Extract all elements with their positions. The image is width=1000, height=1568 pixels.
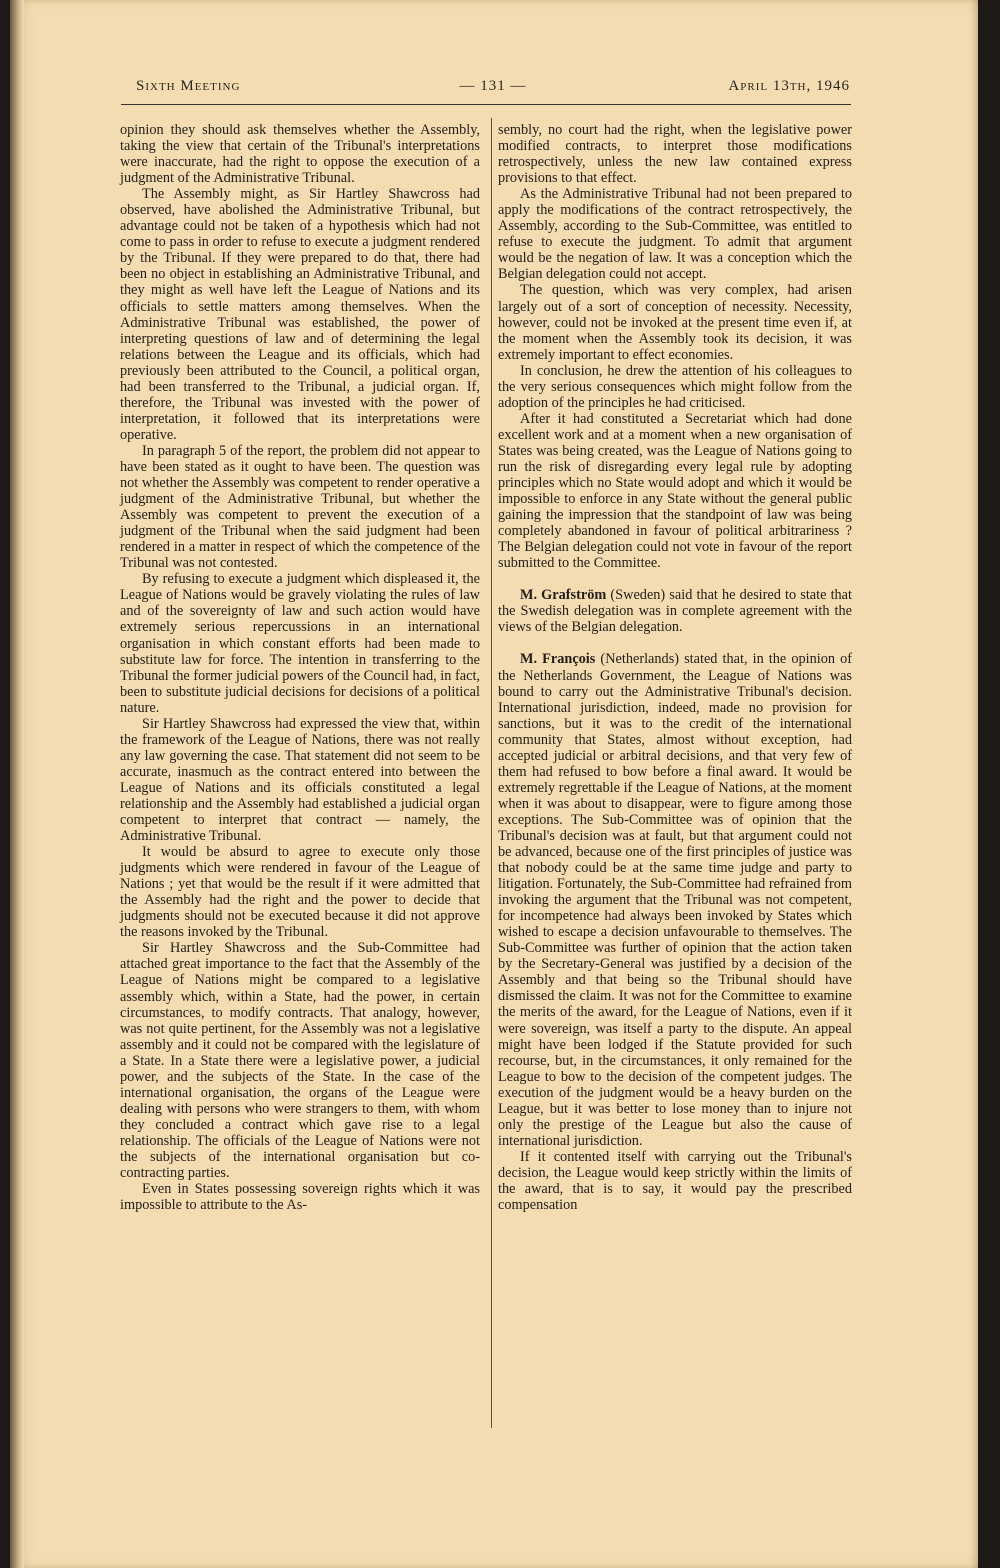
header-meeting: Sixth Meeting <box>136 78 241 94</box>
paragraph: The Assembly might, as Sir Hartley Shawcross had observed, have abolished the Administrative Tribunal, but advantage could not be taken of a hypothesis which had not come to pass in order to refuse to execute a judgment rendered by the Tribunal. If they were prepared to do that, there had been no object in establishing an Administrative Tribunal, and they might as well have left the League of Nations and its officials to settle matters among themselves. When the Administrative Tribunal was established, the power of interpreting questions of law and of determining the legal relations between the League and its officials, which had previously been attributed to the Council, a political organ, had been transferred to the Tribunal, a judicial organ. If, therefore, the Tribunal was invested with the power of interpretation, it followed that its interpretations were operative. <box>120 186 480 443</box>
header-date: April 13th, 1946 <box>728 78 850 94</box>
speech-grafstrom <box>498 587 852 635</box>
speech-francois <box>498 651 852 1148</box>
paragraph: sembly, no court had the right, when the legislative power modified contracts, to interpret those modifications retrospectively, unless the new law contained express provisions to that effect. <box>498 122 852 187</box>
running-header <box>136 78 850 102</box>
paragraph: Sir Hartley Shawcross and the Sub-Committee had attached great importance to the fact that the Assembly of the League of Nations might be compared to a legislative assembly which, within a State, had the power, in certain circumstances, to modify contracts. That analogy, however, was not quite pertinent, for the Assembly was not a legislative assembly and it could not be compared with the legislature of a State. In a State there were a legislative power, a judicial power, and the subjects of the State. In the case of the international organisation, the organs of the League were dealing with persons who were strangers to them, with whom they concluded a contract which gave rise to a legal relationship. The officials of the League of Nations were not the subjects of the international organisation but co-contracting parties. <box>120 940 480 1182</box>
paragraph: It would be absurd to agree to execute only those judgments which were rendered in favour of the League of Nations ; yet that would be the result if it were admitted that the Assembly had the right and the power to decide that judgments should not be executed because it did not approve the reasons invoked by the Tribunal. <box>120 844 480 941</box>
paragraph: As the Administrative Tribunal had not been prepared to apply the modifications of the contract retrospectively, the Assembly, according to the Sub-Committee, was entitled to refuse to execute the judgment. To admit that argument would be the negation of law. It was a conception which the Belgian delegation could not accept. <box>498 186 852 283</box>
left-column <box>120 122 480 1213</box>
paragraph: opinion they should ask themselves whether the Assembly, taking the view that certain of the Tribunal's interpretations were inaccurate, had the right to oppose the execution of a judgment of the Administrative Tribunal. <box>120 122 480 187</box>
speaker-name: M. Grafström <box>520 587 607 604</box>
paragraph: If it contented itself with carrying out the Tribunal's decision, the League would keep strictly within the limits of the award, that is to say, it would pay the prescribed compensation <box>498 1148 852 1214</box>
page-number: — 131 — <box>459 78 527 94</box>
paragraph: Sir Hartley Shawcross had expressed the view that, within the framework of the League of Nations, there was not really any law governing the case. That statement did not seem to be accurate, inasmuch as the contract entered into between the League of Nations and its officials constituted a legal relationship and the Assembly had established a judicial organ competent to interpret that contract — namely, the Administrative Tribunal. <box>120 715 480 845</box>
speech-text: (Netherlands) stated that, in the opinion of the Netherlands Government, the League of Nations was bound to carry out the Administrative Tribunal's decision. International jurisdiction, indeed, made no provision for sanctions, but it was to the credit of the international community that States, almost without exception, had accepted judicial or arbitral decisions, and that very few of them had refused to bow before a final award. It would be extremely regrettable if the League of Nations, at the moment when it was about to disappear, were to figure among those exceptions. The Sub-Committee was of opinion that the Tribunal's decision was at fault, but that argument could not be advanced, because one of the first principles of justice was that nobody could be at the same time judge and party to litigation. Fortunately, the Sub-Committee had refrained from invoking the argument that the Tribunal was not competent, for incompetence had always been invoked by States which wished to escape a decision unfavourable to themselves. The Sub-Committee was further of opinion that the action taken by the Secretary-General was justified by a decision of the Assembly and that being so the Tribunal should have dismissed the claim. It was not for the Committee to examine the merits of the award, for the League of Nations, even if it were sovereign, was itself a party to the dispute. An appeal might have been lodged if the Statute provided for such recourse, but, in the circumstances, it only remained for the League to bow to the decision of the competent judges. The execution of the judgment would be a heavy burden on the League, but it was better to lose money than to injure not only the prestige of the League but also the cause of international jurisdiction. <box>498 651 852 1149</box>
paragraph: The question, which was very complex, had arisen largely out of a sort of conception of necessity. Necessity, however, could not be invoked at the present time even if, at the moment when the Assembly took its decision, it was extremely important to effect economies. <box>498 282 852 363</box>
page-spine-shadow <box>10 0 24 1568</box>
paragraph: After it had constituted a Secretariat which had done excellent work and at a moment when a new organisation of States was being created, was the League of Nations going to run the risk of disregarding every legal rule by adopting principles which no State would adopt and which it would be impossible to enforce in any State without the general public gaining the impression that the standpoint of law was being completely abandoned in favour of political arbitrariness ? The Belgian delegation could not vote in favour of the report submitted to the Committee. <box>498 410 852 572</box>
column-divider <box>491 118 492 1428</box>
paragraph: In paragraph 5 of the report, the problem did not appear to have been stated as it ought to have been. The question was not whether the Assembly was competent to render operative a judgment of the Administrative Tribunal, but whether the Assembly was competent to prevent the execution of a judgment of the Tribunal when the said judgment had been rendered in a matter in respect of which the competence of the Tribunal was not contested. <box>120 442 480 572</box>
speaker-name: M. François <box>520 651 596 668</box>
paragraph: By refusing to execute a judgment which displeased it, the League of Nations would be gravely violating the rules of law and of the sovereignty of law and such action would have extremely serious repercussions in an international organisation in which constant efforts had been made to substitute law for force. The intention in transferring to the Tribunal the former judicial powers of the Council had, in fact, been to substitute judicial decisions for decisions of a political nature. <box>120 571 480 716</box>
paragraph: In conclusion, he drew the attention of his colleagues to the very serious consequences which might follow from the adoption of the principles he had criticised. <box>498 362 852 411</box>
header-rule <box>121 104 851 105</box>
right-column <box>498 122 852 1213</box>
speech-text: (Sweden) said that he desired to state that the Swedish delegation was in complete agreement with the views of the Belgian delegation. <box>498 587 853 636</box>
paragraph: Even in States possessing sovereign rights which it was impossible to attribute to the As- <box>120 1181 480 1214</box>
